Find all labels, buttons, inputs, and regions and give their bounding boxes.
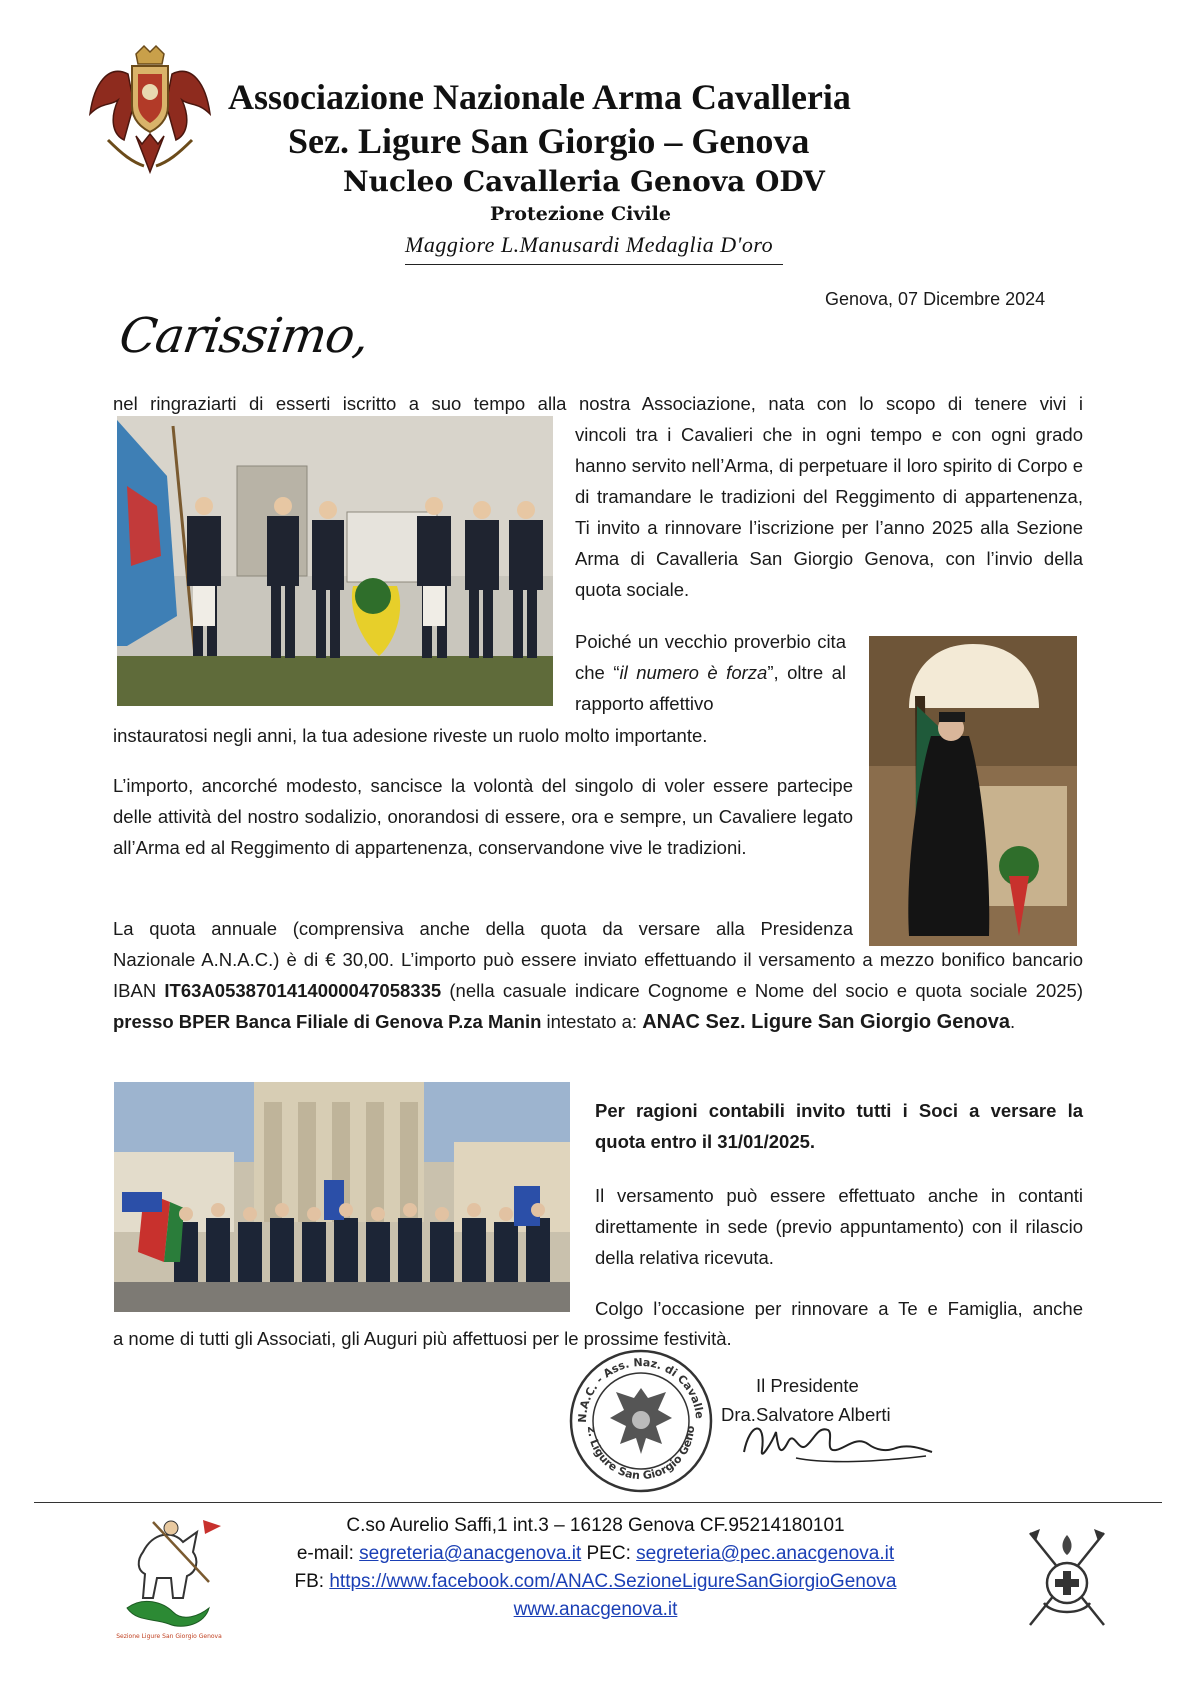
photo-ceremony-monument [117, 416, 553, 706]
payee-name: ANAC Sez. Ligure San Giorgio Genova [642, 1011, 1011, 1033]
footer-divider [34, 1502, 1162, 1503]
paragraph-intro-line1: nel ringraziarti di esserti iscritto a suo tempo alla nostra Associazione, nata con lo scopo di tenere vivi i [113, 393, 1083, 414]
eagle-crest-icon [88, 44, 212, 178]
website-link[interactable]: www.anacgenova.it [513, 1599, 678, 1620]
paragraph-deadline [595, 1095, 1083, 1157]
facebook-link[interactable]: https://www.facebook.com/ANAC.SezioneLigureSanGiorgioGenova [329, 1571, 897, 1592]
proverb-text-a: Poiché un vecchio proverbio cita che “ [575, 631, 846, 683]
paragraph-greetings-line1: Colgo l’occasione per rinnovare a Te e Famiglia, anche [595, 1298, 1083, 1319]
signature-title: Il Presidente [756, 1375, 859, 1396]
paragraph-contribution: L’importo, ancorché modesto, sancisce la volontà del singolo di voler essere partecipe delle attività del nostro sodalizio, onorandosi di essere, ora e sempre, un Cavaliere legato all’Arma ed al Reggimento di appartenenza, conservandone vive le tradizioni. [113, 775, 853, 858]
stamp-top-text: N.A.C. - Ass. Naz. di Cavalle [575, 1355, 707, 1423]
header-section-title: Sez. Ligure San Giorgio – Genova [288, 121, 810, 161]
photo-flag-bearer-crypt [869, 636, 1077, 946]
paragraph-fee-line1: La quota annuale (comprensiva anche della quota da versare alla Presidenza [113, 918, 853, 939]
svg-text:Sezione Ligure San Giorgio Gen: Sezione Ligure San Giorgio Genova [116, 1633, 222, 1640]
header-dedication: Maggiore L.Manusardi Medaglia D'oro [405, 232, 774, 257]
footer-email-line [0, 1543, 1191, 1565]
handwritten-signature [736, 1412, 936, 1472]
footer-facebook-line [0, 1571, 1191, 1593]
paragraph-proverb [575, 626, 846, 719]
iban-value: IT63A0538701414000047058335 [164, 980, 442, 1001]
salutation-handwritten: Carissimo, [116, 308, 372, 364]
footer-website-line [0, 1599, 1191, 1621]
association-stamp [566, 1346, 716, 1496]
header-civil-protection: Protezione Civile [490, 203, 671, 225]
proverb-quote: il numero è forza [619, 662, 768, 683]
email-link[interactable]: segreteria@anacgenova.it [359, 1543, 582, 1564]
photo-group-monument [114, 1082, 570, 1312]
cavalry-lances-emblem-icon [1022, 1525, 1112, 1635]
bank-name: presso BPER Banca Filiale di Genova P.za Manin [113, 1011, 542, 1032]
pec-link[interactable]: segreteria@pec.anacgenova.it [636, 1543, 895, 1564]
header-association-title: Associazione Nazionale Arma Cavalleria [228, 77, 851, 117]
fee-text-a: Nazionale A.N.A.C.) è di € 30,00. L’importo può essere inviato effettuando il versamento a mezzo bonifico bancario IBAN [113, 949, 1083, 1001]
stamp-bottom-text: z. Ligure San Giorgio Geno [584, 1425, 698, 1483]
pec-label: PEC: [581, 1543, 637, 1564]
footer-address: C.so Aurelio Saffi,1 int.3 – 16128 Genova CF.95214180101 [346, 1515, 845, 1536]
paragraph-fee-payment [113, 944, 1083, 1038]
proverb-text-b: ”, oltre al rapporto affettivo [575, 662, 846, 714]
facebook-label: FB: [294, 1571, 330, 1592]
paragraph-greetings-line2: a nome di tutti gli Associati, gli Auguri più affettuosi per le prossime festività. [113, 1328, 732, 1349]
letter-date: Genova, 07 Dicembre 2024 [825, 289, 1046, 309]
paragraph-intro-continued: vincoli tra i Cavalieri che in ogni tempo e con ogni grado hanno servito nell’Arma, di perpetuare il loro spirito di Corpo e di tramandare le tradizioni del Reggimento di appartenenza, Ti invito a rinnovare l’iscrizione per l’anno 2025 alla Sezione Arma di Cavalleria San Giorgio Genova, con l’invio della quota sociale. [575, 424, 1083, 600]
paragraph-cash-payment: Il versamento può essere effettuato anche in contanti direttamente in sede (previo appuntamento) con il rilascio della relativa ricevuta. [595, 1185, 1083, 1268]
fee-text-c: intestato a: [541, 1011, 643, 1032]
signature-name: Dra.Salvatore Alberti [721, 1404, 891, 1425]
fee-text-b: (nella casuale indicare Cognome e Nome del socio e quota sociale 2025) [441, 980, 1083, 1001]
fee-text-d: . [1010, 1011, 1016, 1032]
paragraph-proverb-continued: instauratosi negli anni, la tua adesione riveste un ruolo molto importante. [113, 725, 708, 746]
email-label: e-mail: [296, 1543, 360, 1564]
header-nucleus-title: Nucleo Cavalleria Genova ODV [343, 165, 825, 198]
header-divider [405, 264, 783, 265]
deadline-text: Per ragioni contabili invito tutti i Soci a versare la quota entro il 31/01/2025. [595, 1100, 1083, 1152]
